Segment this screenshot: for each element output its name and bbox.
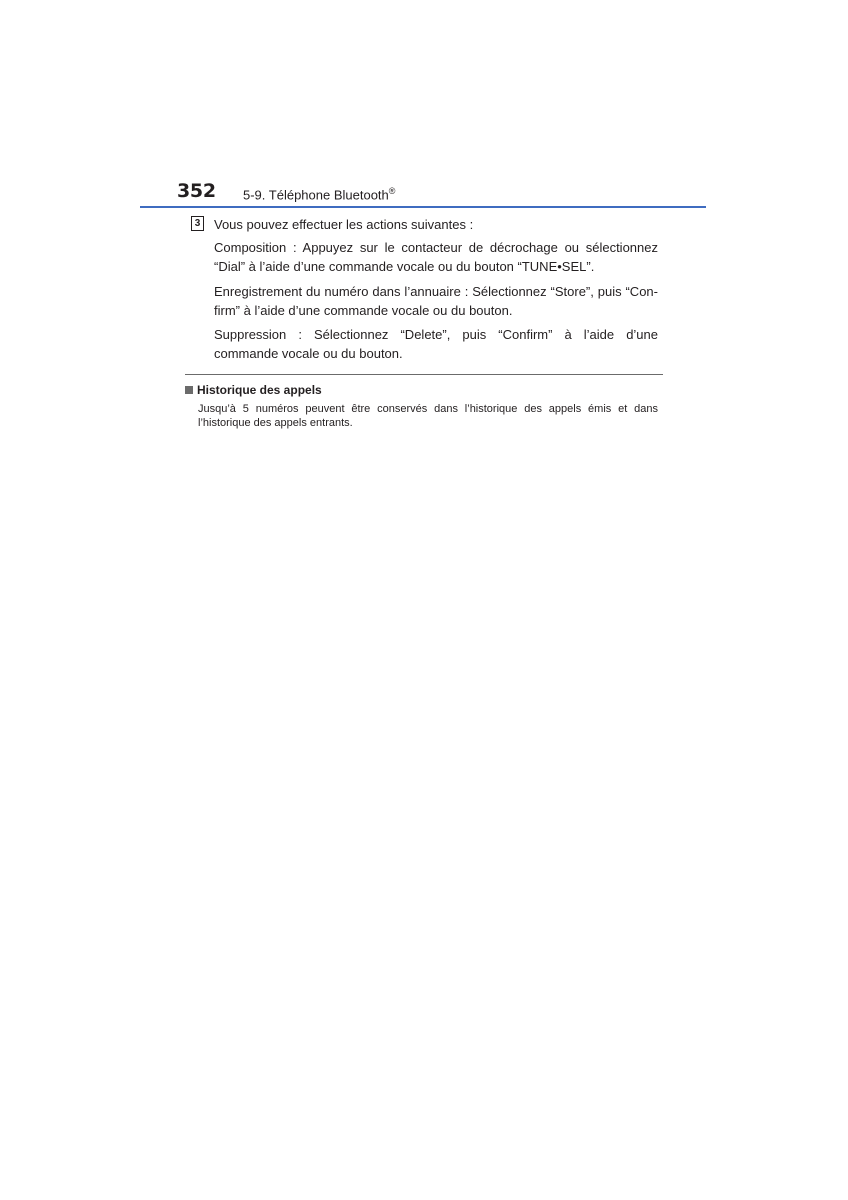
chapter-title bbox=[243, 186, 395, 202]
step-intro: Vous pouvez effectuer les actions suivantes : bbox=[214, 217, 474, 232]
section-heading bbox=[185, 383, 322, 397]
section-divider bbox=[185, 374, 663, 375]
square-bullet-icon bbox=[185, 386, 193, 394]
section-body: Jusqu’à 5 numéros peuvent être conservés dans l’historique des appels émis et dans l’historique des appels entrants. bbox=[198, 403, 658, 429]
chapter-title-text: 5-9. Téléphone Bluetooth bbox=[243, 187, 389, 203]
paragraph-composition: Composition : Appuyez sur le contacteur de décrochage ou sélectionnez “Dial” à l’aide d’une commande vocale ou du bouton “TUNE•SEL”. bbox=[214, 240, 658, 274]
section-title: Historique des appels bbox=[197, 383, 322, 397]
paragraph-store: Enregistrement du numéro dans l’annuaire : Sélectionnez “Store”, puis “Con-firm” à l’aide d’une commande vocale ou du bouton. bbox=[214, 284, 658, 318]
page-number: 352 bbox=[177, 180, 216, 202]
paragraph-delete: Suppression : Sélectionnez “Delete”, puis “Confirm” à l’aide d’une commande vocale ou du bouton. bbox=[214, 327, 658, 361]
step-number-badge: 3 bbox=[191, 216, 204, 231]
header-rule bbox=[140, 206, 706, 208]
registered-mark: ® bbox=[388, 186, 396, 196]
